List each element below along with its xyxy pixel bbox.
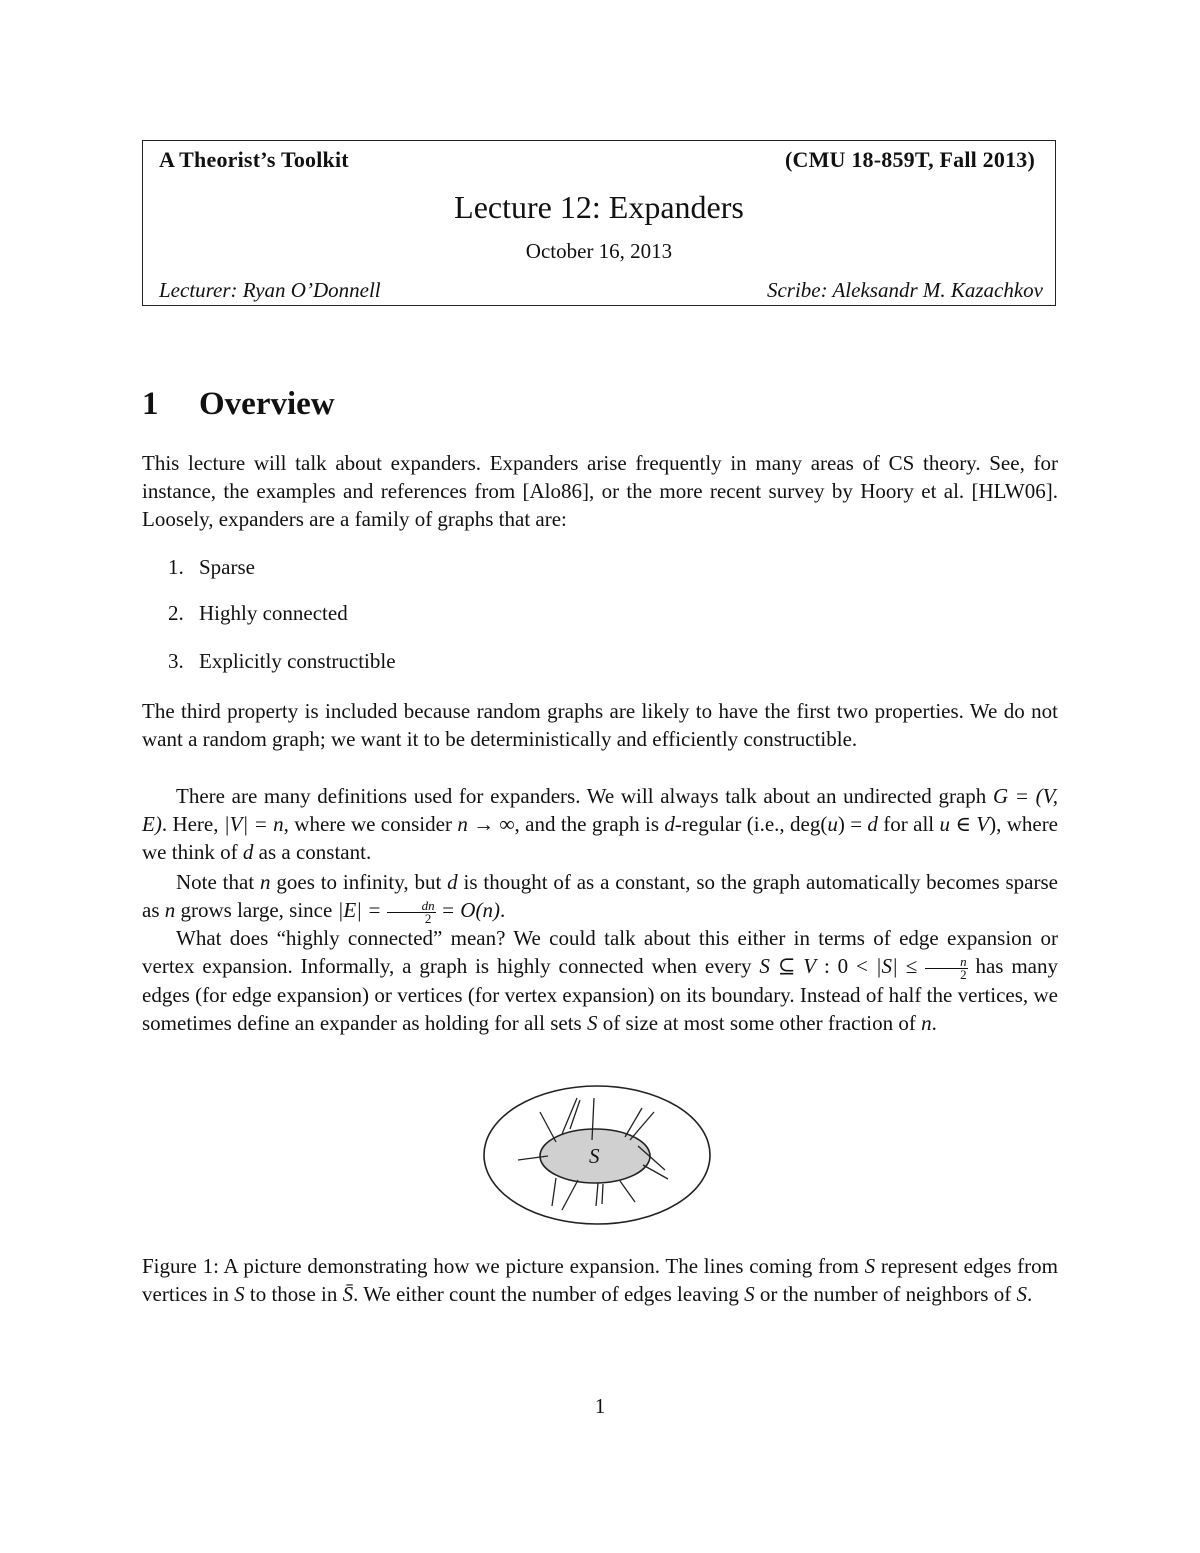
- section-heading: [142, 386, 335, 423]
- paragraph-sparsity: Note that n goes to infinity, but d is thought of as a constant, so the graph automatically becomes sparse as n grows large, since |E| = $\frac{dn}{2}$ = O(n).: [142, 870, 1058, 926]
- lecture-header-box: [142, 140, 1056, 306]
- course-code: (CMU 18-859T, Fall 2013): [784, 147, 1035, 172]
- paragraph-third-property: The third property is included because random graphs are likely to have the first two properties. We do not want a random graph; we want it to be deterministically and efficiently constructible.: [142, 699, 1058, 752]
- list-item: 1. Sparse: [168, 555, 255, 579]
- paragraph-connectivity: What does “highly connected” mean? We could talk about this either in terms of edge expansion or vertex expansion. Informally, a graph is highly connected when every S ⊆ V : 0 < |S| ≤ $\frac{n}{2}$ has many edges (for edge expansion) or vertices (for vertex expansion) on its boundary. Instead of half the vertices, we sometimes define an expander as holding for all sets S of size at most some other fraction of n.: [142, 926, 1058, 1036]
- fraction-n-over-2: $\frac{n}{2}$: [925, 956, 968, 981]
- scribe: Scribe: Aleksandr M. Kazachkov: [766, 278, 1043, 302]
- list-item: 3. Explicitly constructible: [168, 649, 396, 673]
- section-title: Overview: [199, 386, 335, 422]
- course-name: A Theorist’s Toolkit: [159, 147, 349, 172]
- paragraph-intro: This lecture will talk about expanders. Expanders arise frequently in many areas of CS theory. See, for instance, the examples and references from [Alo86], or the more recent survey by Hoory et al. [HLW06]. Loosely, expanders are a family of graphs that are:: [142, 451, 1058, 532]
- section-number: 1: [142, 386, 159, 422]
- expansion-figure: [480, 1082, 715, 1228]
- figure-caption: Figure 1: A picture demonstrating how we picture expansion. The lines coming from S represent edges from vertices in S to those in S̄. We either count the number of edges leaving S or the number of neighbors of S.: [142, 1254, 1058, 1307]
- set-s-label: S: [589, 1144, 600, 1168]
- paragraph-definitions: There are many definitions used for expanders. We will always talk about an undirected graph G = (V, E). Here, |V| = n, where we consider n → ∞, and the graph is d-regular (i.e., deg(u) = d for all u ∈ V), where we think of d as a constant.: [142, 784, 1059, 865]
- page-number: 1: [594, 1394, 606, 1418]
- lecture-date: October 16, 2013: [525, 239, 673, 263]
- lecturer: Lecturer: Ryan O’Donnell: [159, 278, 381, 302]
- fraction-dn-over-2: $\frac{dn}{2}$: [387, 900, 436, 925]
- lecture-title: Lecture 12: Expanders: [454, 189, 744, 225]
- list-item: 2. Highly connected: [168, 601, 348, 625]
